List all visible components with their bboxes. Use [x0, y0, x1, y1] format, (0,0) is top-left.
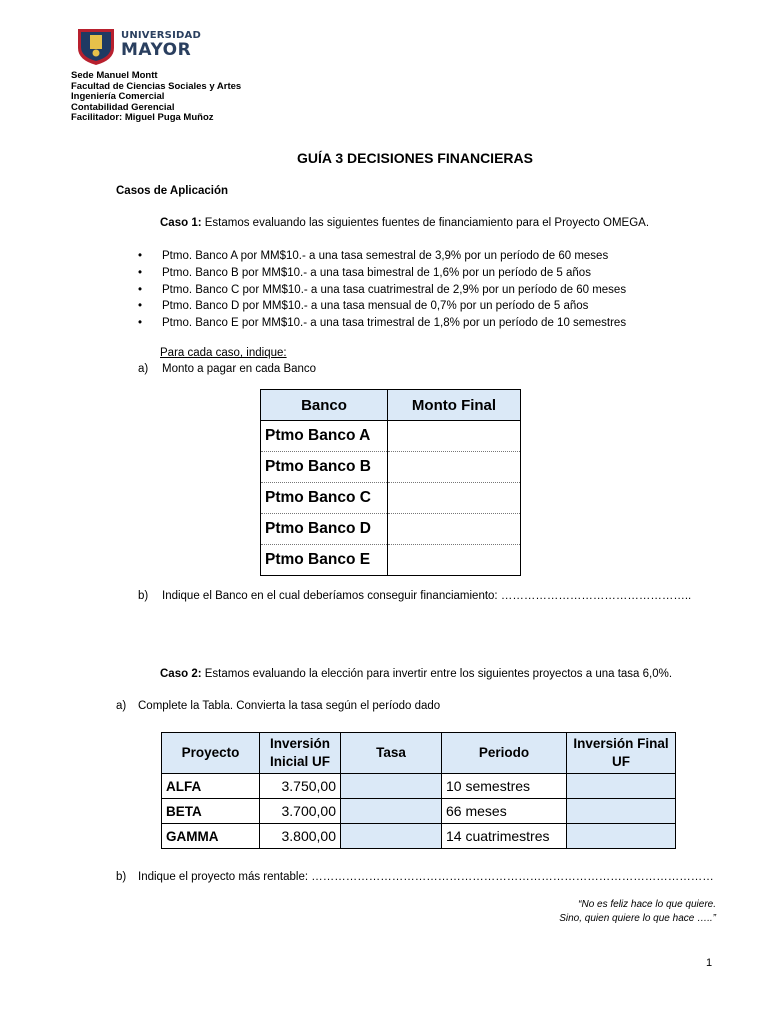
final-investment-cell[interactable]	[567, 774, 676, 799]
question-b-label: b)	[138, 590, 149, 602]
question-b-text: Indique el Banco en el cual deberíamos conseguir financiamiento: …………………………………………..	[162, 590, 692, 602]
project-name-cell: BETA	[162, 799, 260, 824]
rate-cell[interactable]	[341, 799, 442, 824]
table-row	[261, 452, 521, 483]
question-b-text: Indique el proyecto más rentable: ……………………………………………………………………………………………	[138, 871, 714, 883]
question-b-label: b)	[116, 871, 127, 883]
rate-cell[interactable]	[341, 774, 442, 799]
caso1-label: Caso 1:	[160, 217, 202, 229]
column-header: Monto Final	[388, 390, 521, 421]
column-header: Tasa	[341, 733, 442, 774]
initial-investment-cell: 3.750,00	[260, 774, 341, 799]
header-line: Contabilidad Gerencial	[71, 101, 175, 113]
table-row	[162, 824, 676, 849]
column-header: Inversión Inicial UF	[260, 733, 341, 774]
table-row	[162, 799, 676, 824]
amount-cell[interactable]	[388, 545, 521, 576]
question-a-label: a)	[138, 363, 149, 375]
bank-table	[260, 389, 521, 576]
section-title: Casos de Aplicación	[116, 185, 229, 197]
document-title: GUÍA 3 DECISIONES FINANCIERAS	[297, 150, 533, 166]
logo-line2: MAYOR	[121, 40, 192, 60]
list-item: • Ptmo. Banco C por MM$10.- a una tasa cuatrimestral de 2,9% por un período de 60 meses	[138, 282, 626, 299]
question-a-label: a)	[116, 700, 127, 712]
quote	[440, 898, 716, 926]
bank-name-cell: Ptmo Banco A	[261, 421, 388, 452]
bank-name-cell: Ptmo Banco B	[261, 452, 388, 483]
table-row	[261, 514, 521, 545]
table-row	[261, 421, 521, 452]
quote-line: “No es feliz hace lo que quiere.	[578, 899, 716, 910]
initial-investment-cell: 3.800,00	[260, 824, 341, 849]
header-line: Ingeniería Comercial	[71, 91, 165, 103]
bullet-list	[138, 248, 626, 332]
final-investment-cell[interactable]	[567, 824, 676, 849]
list-item: • Ptmo. Banco E por MM$10.- a una tasa trimestral de 1,8% por un período de 10 semestres	[138, 315, 626, 332]
caso2-label: Caso 2:	[160, 668, 202, 680]
list-item: • Ptmo. Banco A por MM$10.- a una tasa semestral de 3,9% por un período de 60 meses	[138, 248, 626, 265]
table-header-row	[261, 390, 521, 421]
page-number: 1	[706, 957, 713, 969]
column-header: Periodo	[442, 733, 567, 774]
list-item: • Ptmo. Banco B por MM$10.- a una tasa bimestral de 1,6% por un período de 5 años	[138, 265, 626, 282]
header-block	[71, 71, 241, 124]
instruction: Para cada caso, indique:	[160, 347, 287, 359]
initial-investment-cell: 3.700,00	[260, 799, 341, 824]
quote-line: Sino, quien quiere lo que hace …..”	[559, 913, 716, 924]
final-investment-cell[interactable]	[567, 799, 676, 824]
column-header: Proyecto	[162, 733, 260, 774]
amount-cell[interactable]	[388, 421, 521, 452]
caso1-text: Estamos evaluando las siguientes fuentes de financiamiento para el Proyecto OMEGA.	[201, 217, 650, 229]
header-line: Facultad de Ciencias Sociales y Artes	[71, 80, 242, 92]
question-a-text: Complete la Tabla. Convierta la tasa según el período dado	[138, 700, 441, 712]
table-header-row	[162, 733, 676, 774]
table-row	[162, 774, 676, 799]
project-name-cell: GAMMA	[162, 824, 260, 849]
bank-name-cell: Ptmo Banco D	[261, 514, 388, 545]
amount-cell[interactable]	[388, 452, 521, 483]
caso2-intro	[160, 668, 672, 680]
amount-cell[interactable]	[388, 483, 521, 514]
question-a-text: Monto a pagar en cada Banco	[162, 363, 317, 375]
projects-table	[161, 732, 676, 849]
caso2-text: Estamos evaluando la elección para invertir entre los siguientes proyectos a una tasa 6,0%.	[201, 668, 673, 680]
period-cell: 14 cuatrimestres	[442, 824, 567, 849]
bank-name-cell: Ptmo Banco C	[261, 483, 388, 514]
university-logo	[76, 26, 201, 66]
project-name-cell: ALFA	[162, 774, 260, 799]
column-header: Banco	[261, 390, 388, 421]
period-cell: 10 semestres	[442, 774, 567, 799]
period-cell: 66 meses	[442, 799, 567, 824]
table-row	[261, 483, 521, 514]
header-line: Facilitador: Miguel Puga Muñoz	[71, 112, 214, 124]
table-row	[261, 545, 521, 576]
rate-cell[interactable]	[341, 824, 442, 849]
logo-line1: UNIVERSIDAD	[121, 30, 201, 41]
shield-icon	[76, 26, 116, 66]
header-line: Sede Manuel Montt	[71, 70, 158, 81]
list-item: • Ptmo. Banco D por MM$10.- a una tasa mensual de 0,7% por un período de 5 años	[138, 298, 626, 315]
bank-name-cell: Ptmo Banco E	[261, 545, 388, 576]
amount-cell[interactable]	[388, 514, 521, 545]
column-header: Inversión Final UF	[567, 733, 676, 774]
caso1-intro	[160, 217, 649, 229]
